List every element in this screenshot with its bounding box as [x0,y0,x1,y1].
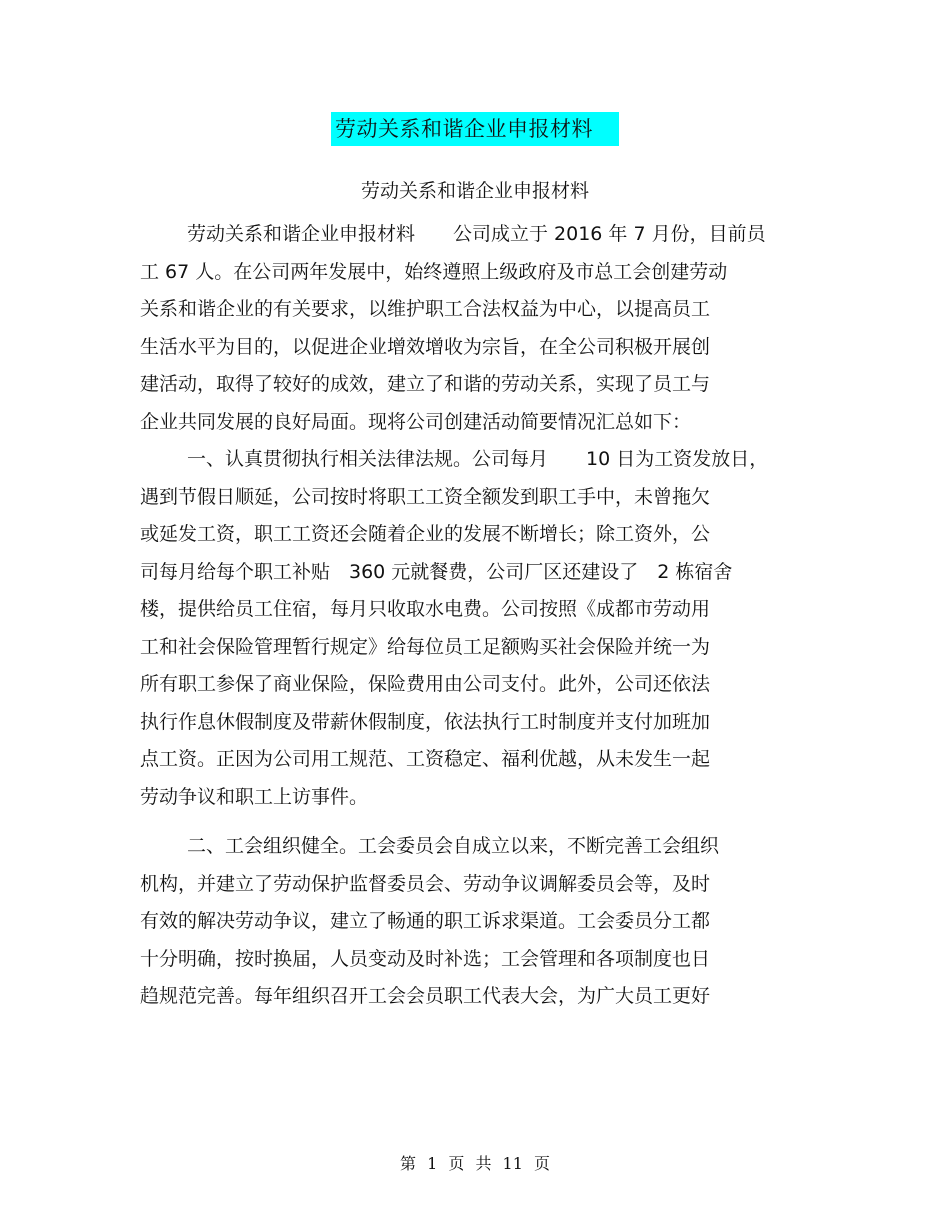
title-container [0,112,950,146]
paragraph-1-line: 工 67 人。在公司两年发展中，始终遵照上级政府及市总工会创建劳动 [140,260,728,283]
document-title: 劳动关系和谐企业申报材料 [331,112,619,146]
paragraph-2-line: 劳动争议和职工上访事件。 [140,785,369,808]
document-body [140,216,812,1016]
paragraph-3-line: 趋规范完善。每年组织召开工会会员职工代表大会，为广大员工更好 [140,985,711,1007]
page-footer: 第 1 页 共 11 页 [400,1154,550,1173]
paragraph-2-line: 楼，提供给员工住宿，每月只收取水电费。公司按照《成都市劳动用 [140,598,711,620]
paragraph-1-line: 关系和谐企业的有关要求，以维护职工合法权益为中心，以提高员工 [140,298,711,320]
paragraph-2-line: 点工资。正因为公司用工规范、工资稳定、福利优越，从未发生一起 [140,748,711,770]
paragraph-2-line: 司每月给每个职工补贴 360 元就餐费，公司厂区还建设了 2 栋宿舍 [140,560,733,583]
paragraph-1-line: 建活动，取得了较好的成效，建立了和谐的劳动关系，实现了员工与 [140,373,711,395]
paragraph-2-line: 所有职工参保了商业保险，保险费用由公司支付。此外，公司还依法 [140,673,711,695]
paragraph-3-line: 十分明确，按时换届，人员变动及时补选；工会管理和各项制度也日 [140,947,711,970]
paragraph-2-line: 工和社会保险管理暂行规定》给每位员工足额购买社会保险并统一为 [140,635,711,658]
paragraph-2-line: 遇到节假日顺延，公司按时将职工工资全额发到职工手中，未曾拖欠 [140,485,711,508]
paragraph-gap [140,816,812,828]
paragraph-1-line: 劳动关系和谐企业申报材料 公司成立于 2016 年 7 月份，目前员 [187,223,766,245]
paragraph-2-line: 或延发工资，职工工资还会随着企业的发展不断增长；除工资外，公 [140,523,711,545]
paragraph-3-line: 机构，并建立了劳动保护监督委员会、劳动争议调解委员会等，及时 [140,872,711,895]
paragraph-2-line: 一、认真贯彻执行相关法律法规。公司每月 10 日为工资发放日， [187,448,769,470]
paragraph-3-line: 二、工会组织健全。工会委员会自成立以来，不断完善工会组织 [187,835,720,857]
paragraph-2-line: 执行作息休假制度及带薪休假制度，依法执行工时制度并支付加班加 [140,710,711,733]
paragraph-1-line: 生活水平为目的，以促进企业增效增收为宗旨，在全公司积极开展创 [140,335,711,358]
document-subtitle: 劳动关系和谐企业申报材料 [360,180,589,202]
paragraph-1-line: 企业共同发展的良好局面。现将公司创建活动简要情况汇总如下： [140,410,692,433]
paragraph-3-line: 有效的解决劳动争议，建立了畅通的职工诉求渠道。工会委员分工都 [140,910,711,932]
